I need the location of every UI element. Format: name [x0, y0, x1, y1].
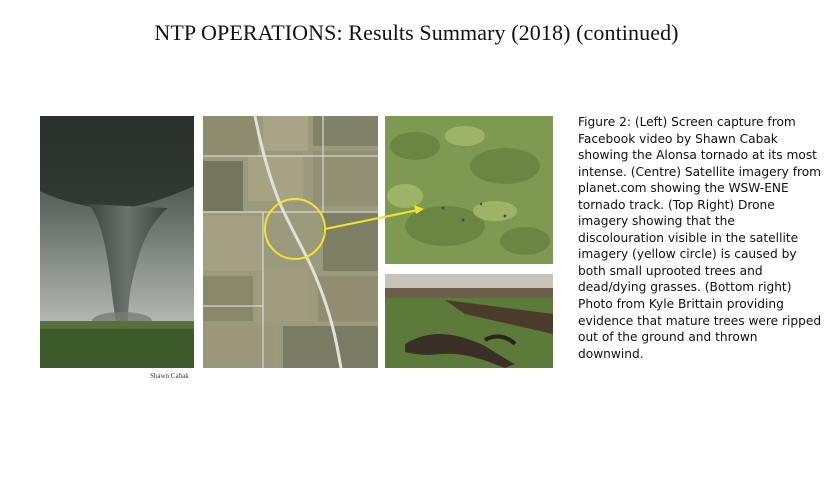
photo-credit: Shawn Cabak [150, 372, 189, 380]
tornado-photo [40, 116, 194, 368]
slide-title: NTP OPERATIONS: Results Summary (2018) (continued) [154, 20, 679, 45]
drone-photo [385, 116, 553, 264]
figure-caption: Figure 2: (Left) Screen capture from Facebook video by Shawn Cabak showing the Alonsa tornado at its most intense. (Centre) Satellite imagery from planet.com showing the WSW-ENE tornado track. (Top Right) Drone imagery showing that the discolouration visible in the satellite imagery (yellow circle) is caused by both small uprooted trees and dead/dying grasses. (Bottom right) Photo from Kyle Brittain providing evidence that mature trees were ripped out of the ground and thrown downwind. [578, 115, 822, 361]
uprooted-trees-photo [385, 274, 553, 368]
satellite-map [203, 116, 378, 368]
